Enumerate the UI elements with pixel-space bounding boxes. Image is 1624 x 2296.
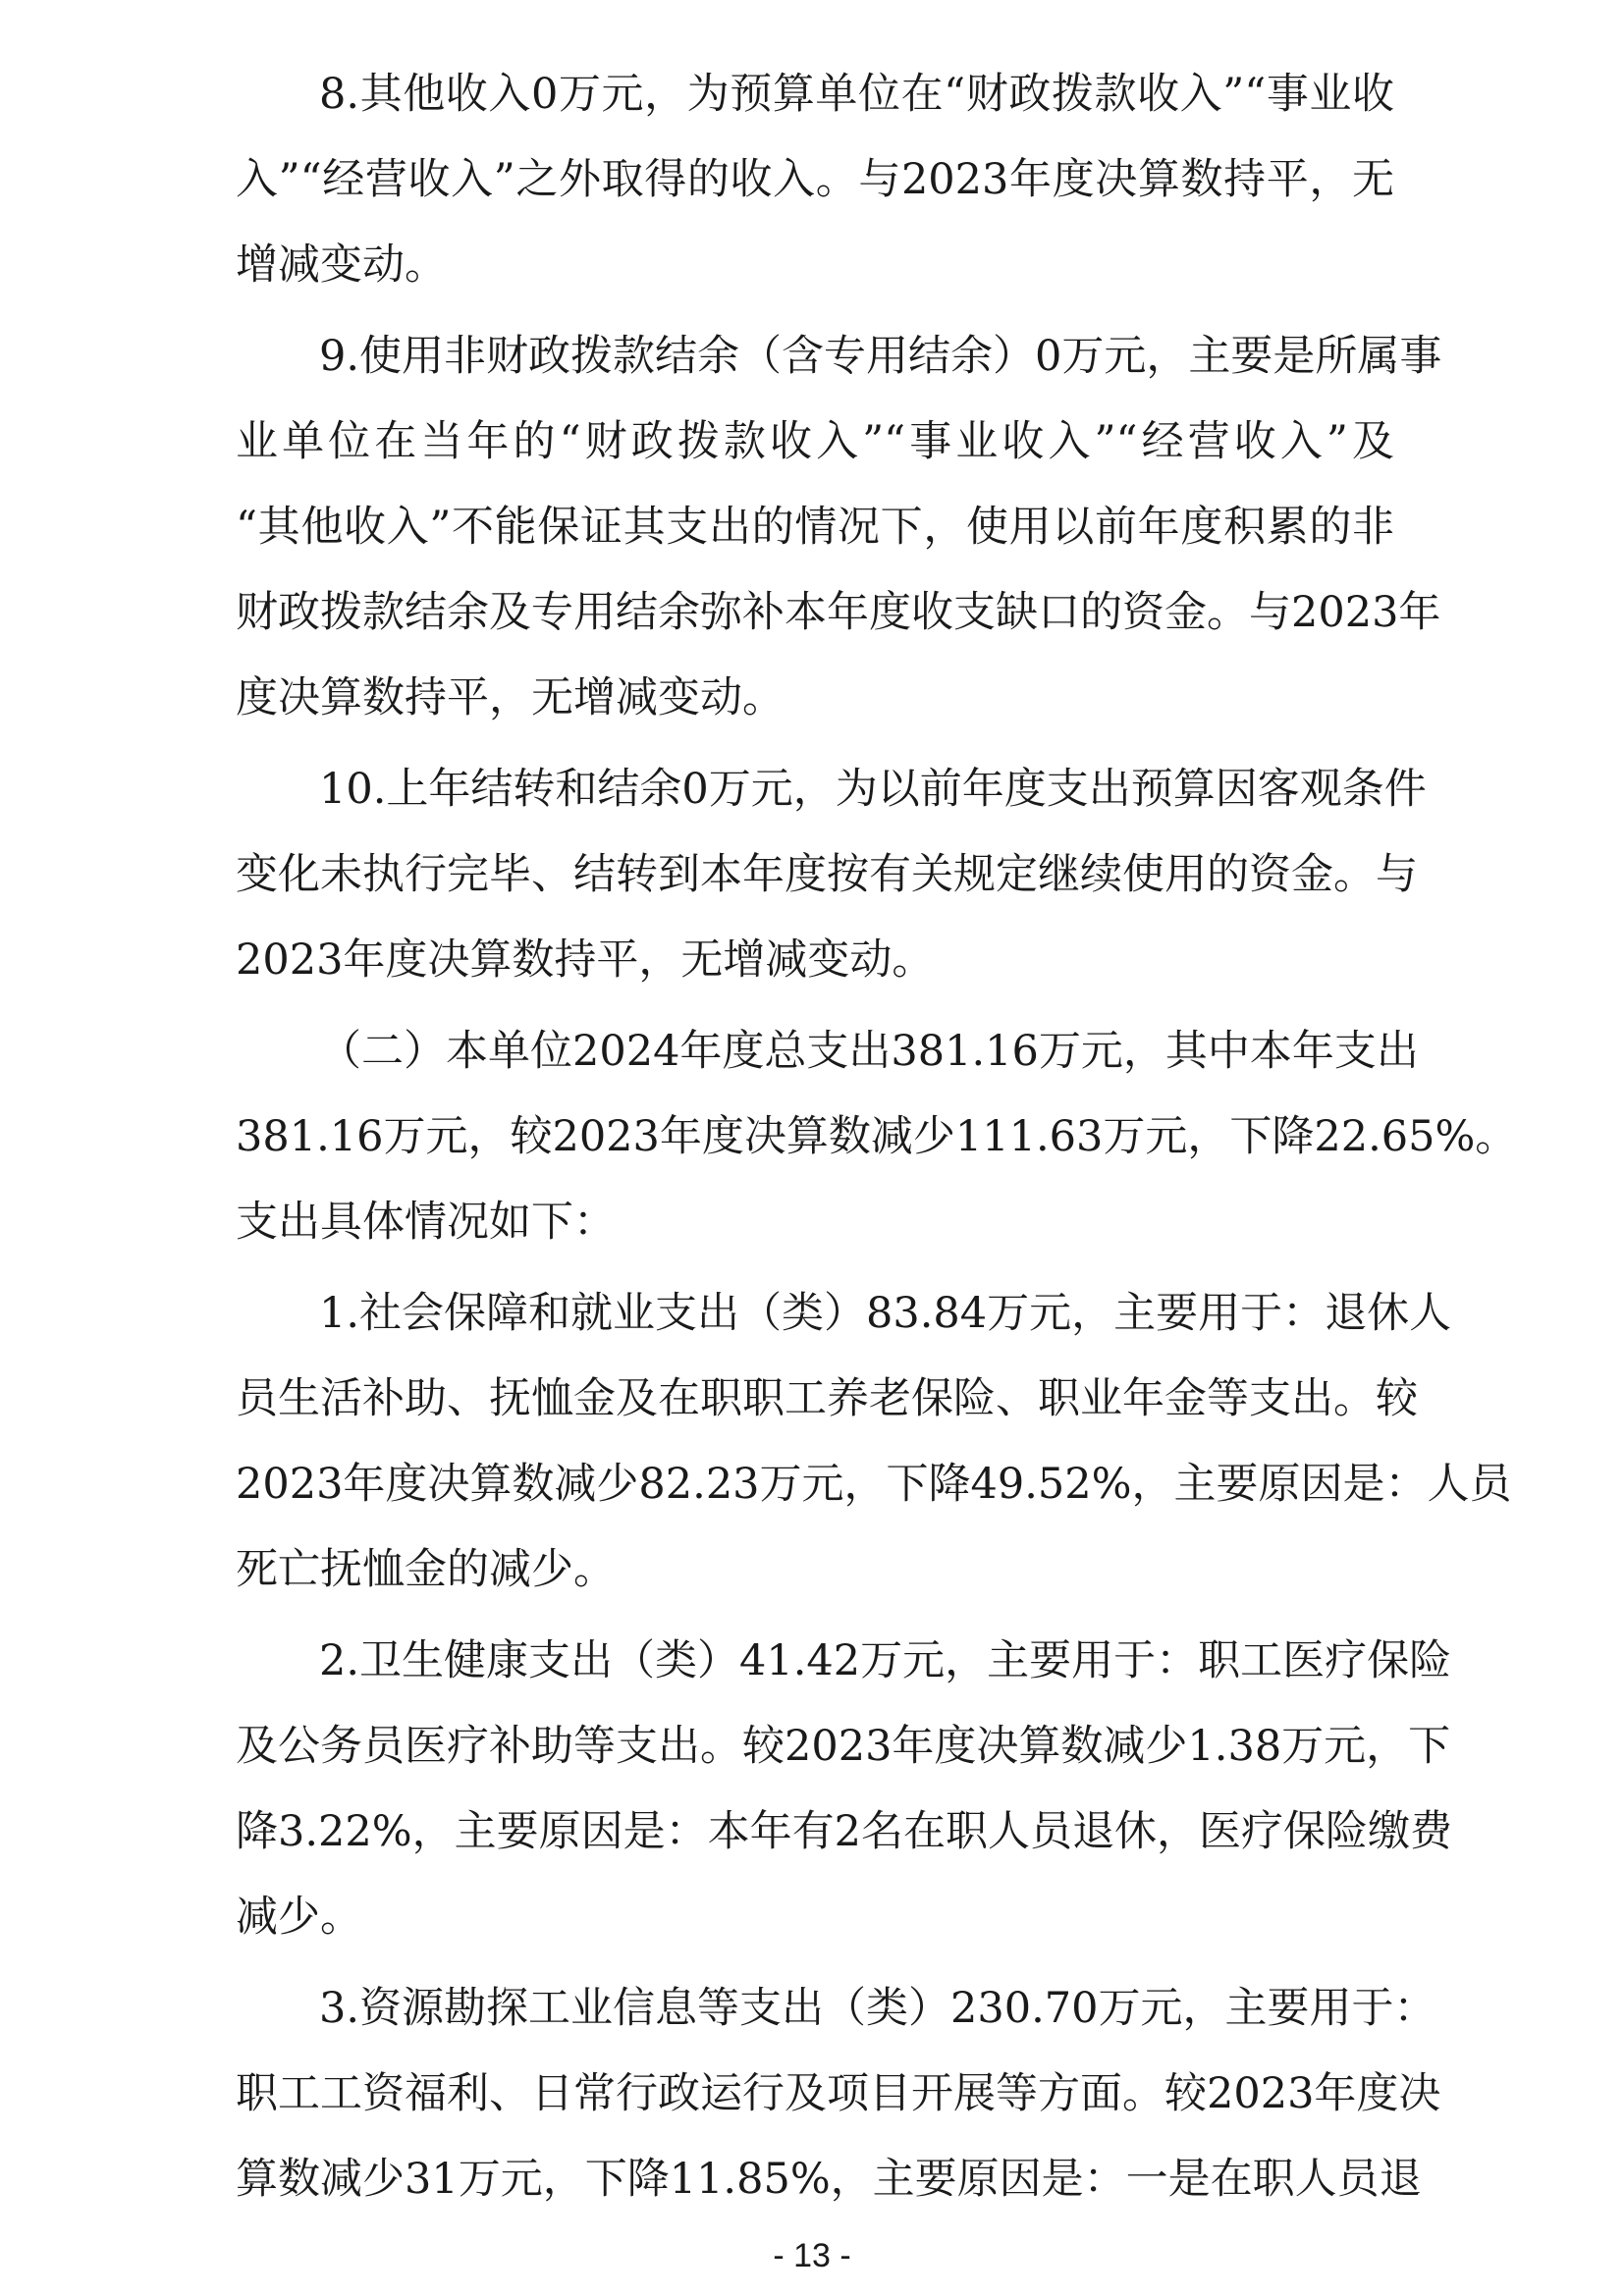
paragraph-line: “其他收入”不能保证其支出的情况下，使用以前年度积累的非 [236, 503, 1394, 552]
paragraph-line: 增减变动。 [236, 240, 447, 290]
paragraph-line: 10.上年结转和结余0万元，为以前年度支出预算因客观条件 [319, 765, 1427, 814]
paragraph-line: 算数减少31万元，下降11.85%，主要原因是：一是在职人员退 [236, 2155, 1422, 2204]
paragraph-line: 死亡抚恤金的减少。 [236, 1545, 616, 1594]
page-number: - 13 - [773, 2237, 851, 2274]
paragraph-line: 职工工资福利、日常行政运行及项目开展等方面。较2023年度决 [236, 2069, 1441, 2118]
paragraph-line: 2023年度决算数持平，无增减变动。 [236, 935, 935, 985]
paragraph-line: 8.其他收入0万元，为预算单位在“财政拨款收入”“事业收 [319, 70, 1394, 119]
paragraph-line: 变化未执行完毕、结转到本年度按有关规定继续使用的资金。与 [236, 850, 1418, 899]
paragraph-line: 及公务员医疗补助等支出。较2023年度决算数减少1.38万元，下 [236, 1722, 1451, 1771]
paragraph-line: 2023年度决算数减少82.23万元，下降49.52%，主要原因是：人员 [236, 1460, 1512, 1509]
paragraph-line: 财政拨款结余及专用结余弥补本年度收支缺口的资金。与2023年 [236, 588, 1441, 637]
section-heading-line: （二）本单位2024年度总支出381.16万元，其中本年支出 [319, 1027, 1419, 1076]
paragraph-line: 9.使用非财政拨款结余（含专用结余）0万元，主要是所属事 [319, 332, 1442, 381]
paragraph-line: 员生活补助、抚恤金及在职职工养老保险、职业年金等支出。较 [236, 1374, 1418, 1423]
paragraph-line: 入”“经营收入”之外取得的收入。与2023年度决算数持平，无 [236, 155, 1394, 204]
paragraph-line: 2.卫生健康支出（类）41.42万元，主要用于：职工医疗保险 [319, 1636, 1452, 1685]
paragraph-line: 降3.22%，主要原因是：本年有2名在职人员退休，医疗保险缴费 [236, 1807, 1452, 1856]
paragraph-line: 减少。 [236, 1893, 362, 1942]
paragraph-line: 1.社会保障和就业支出（类）83.84万元，主要用于：退休人 [319, 1289, 1452, 1338]
paragraph-line: 381.16万元，较2023年度决算数减少111.63万元，下降22.65%。 [236, 1112, 1518, 1161]
paragraph-line: 支出具体情况如下： [236, 1198, 616, 1247]
paragraph-line: 度决算数持平，无增减变动。 [236, 673, 785, 722]
paragraph-line: 业单位在当年的“财政拨款收入”“事业收入”“经营收入”及 [236, 417, 1394, 466]
paragraph-line: 3.资源勘探工业信息等支出（类）230.70万元，主要用于： [319, 1984, 1436, 2033]
